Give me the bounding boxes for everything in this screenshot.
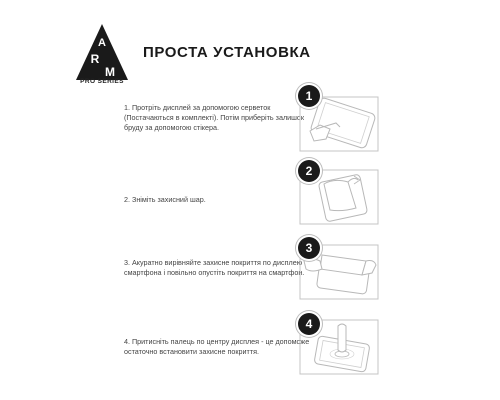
step-4-badge: 4 <box>298 313 320 335</box>
logo-letter-r: R <box>90 52 100 66</box>
step-3-badge: 3 <box>298 237 320 259</box>
logo-letter-a: A <box>98 37 106 49</box>
logo-series-label: PRO SERIES <box>80 78 124 85</box>
step-2-badge: 2 <box>298 160 320 182</box>
logo-letter-m: M <box>105 65 115 79</box>
step-4-text: 4. Притисніть палець по центру дисплея - це допоможе остаточно встановити захисне покриття. <box>124 337 310 356</box>
step-3-text: 3. Акуратно вирівняйте захисне покриття по дисплею смартфона і повільно опустіть покриття на смартфон. <box>124 258 305 277</box>
step-1-text: 1. Протріть дисплей за допомогою серветок (Постачаються в комплекті). Потім приберіть залишок бруду за допомогою стікера. <box>124 103 305 132</box>
page-title: ПРОСТА УСТАНОВКА <box>143 44 311 61</box>
arm-logo <box>74 22 130 82</box>
step-2-text: 2. Зніміть захисний шар. <box>124 195 206 204</box>
step-1-badge: 1 <box>298 85 320 107</box>
